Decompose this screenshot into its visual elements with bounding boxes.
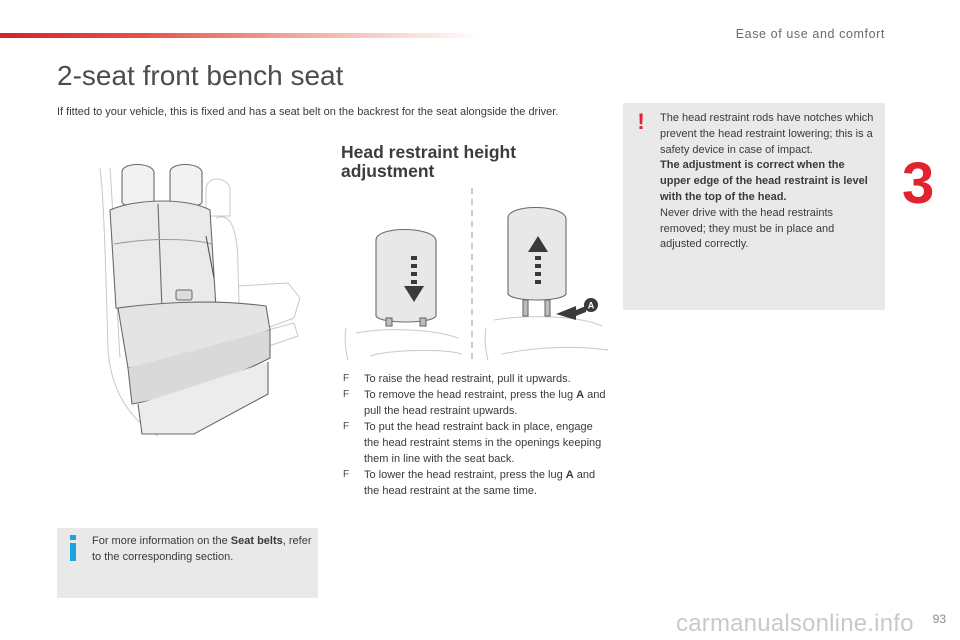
info-text-before: For more information on the bbox=[92, 535, 231, 547]
step-item bbox=[341, 371, 607, 387]
warning-text bbox=[660, 111, 876, 253]
lug-label: A bbox=[565, 469, 574, 481]
intro-text: If fitted to your vehicle, this is fixed and has a seat belt on the backrest for the seat alongside the driver. bbox=[57, 106, 559, 118]
head-restraint-illustration bbox=[340, 188, 610, 360]
step-item bbox=[341, 419, 607, 467]
info-box bbox=[57, 528, 318, 598]
step-text: To remove the head restraint, press the lug bbox=[364, 389, 577, 401]
seat-belts-reference: Seat belts bbox=[230, 535, 283, 547]
step-text: To lower the head restraint, press the lug bbox=[364, 469, 566, 481]
chapter-number: 3 bbox=[902, 151, 935, 216]
info-icon bbox=[66, 535, 80, 561]
info-text bbox=[92, 533, 314, 565]
warning-text-1: The head restraint rods have notches which prevent the head restraint lowering; this is a safety device in case of impact. bbox=[660, 112, 874, 156]
warning-text-2: Never drive with the head restraints removed; they must be in place and adjusted correctly. bbox=[660, 206, 835, 251]
bench-seat-illustration bbox=[98, 158, 310, 438]
step-bullet: F bbox=[343, 389, 350, 400]
step-text: To put the head restraint back in place, engage the head restraint stems in the openings keeping them in line with the seat back. bbox=[364, 421, 602, 465]
section-title: Ease of use and comfort bbox=[735, 27, 885, 41]
warning-box bbox=[623, 103, 885, 310]
lug-label: A bbox=[576, 389, 585, 401]
step-text: and pull the head restraint upwards. bbox=[364, 389, 606, 417]
watermark: carmanualsonline.info bbox=[676, 610, 914, 637]
warning-icon: ! bbox=[637, 109, 645, 134]
header-accent-bar bbox=[0, 33, 480, 38]
step-text: To raise the head restraint, pull it upwards. bbox=[364, 373, 571, 385]
step-bullet: F bbox=[343, 421, 350, 432]
step-item bbox=[341, 387, 607, 419]
step-bullet: F bbox=[343, 469, 350, 480]
lug-a-marker-label: A bbox=[587, 300, 595, 311]
head-restraint-title: Head restraint height adjustment bbox=[341, 142, 517, 181]
head-restraint-steps bbox=[341, 371, 607, 499]
step-text: and the head restraint at the same time. bbox=[364, 469, 596, 497]
page-title: 2-seat front bench seat bbox=[57, 60, 344, 91]
step-item bbox=[341, 467, 607, 499]
warning-text-bold: The adjustment is correct when the upper edge of the head restraint is level with the top of the head. bbox=[660, 159, 868, 203]
step-bullet: F bbox=[343, 373, 350, 384]
page-number: 93 bbox=[932, 612, 946, 626]
info-text-after: , refer to the corresponding section. bbox=[92, 535, 312, 563]
